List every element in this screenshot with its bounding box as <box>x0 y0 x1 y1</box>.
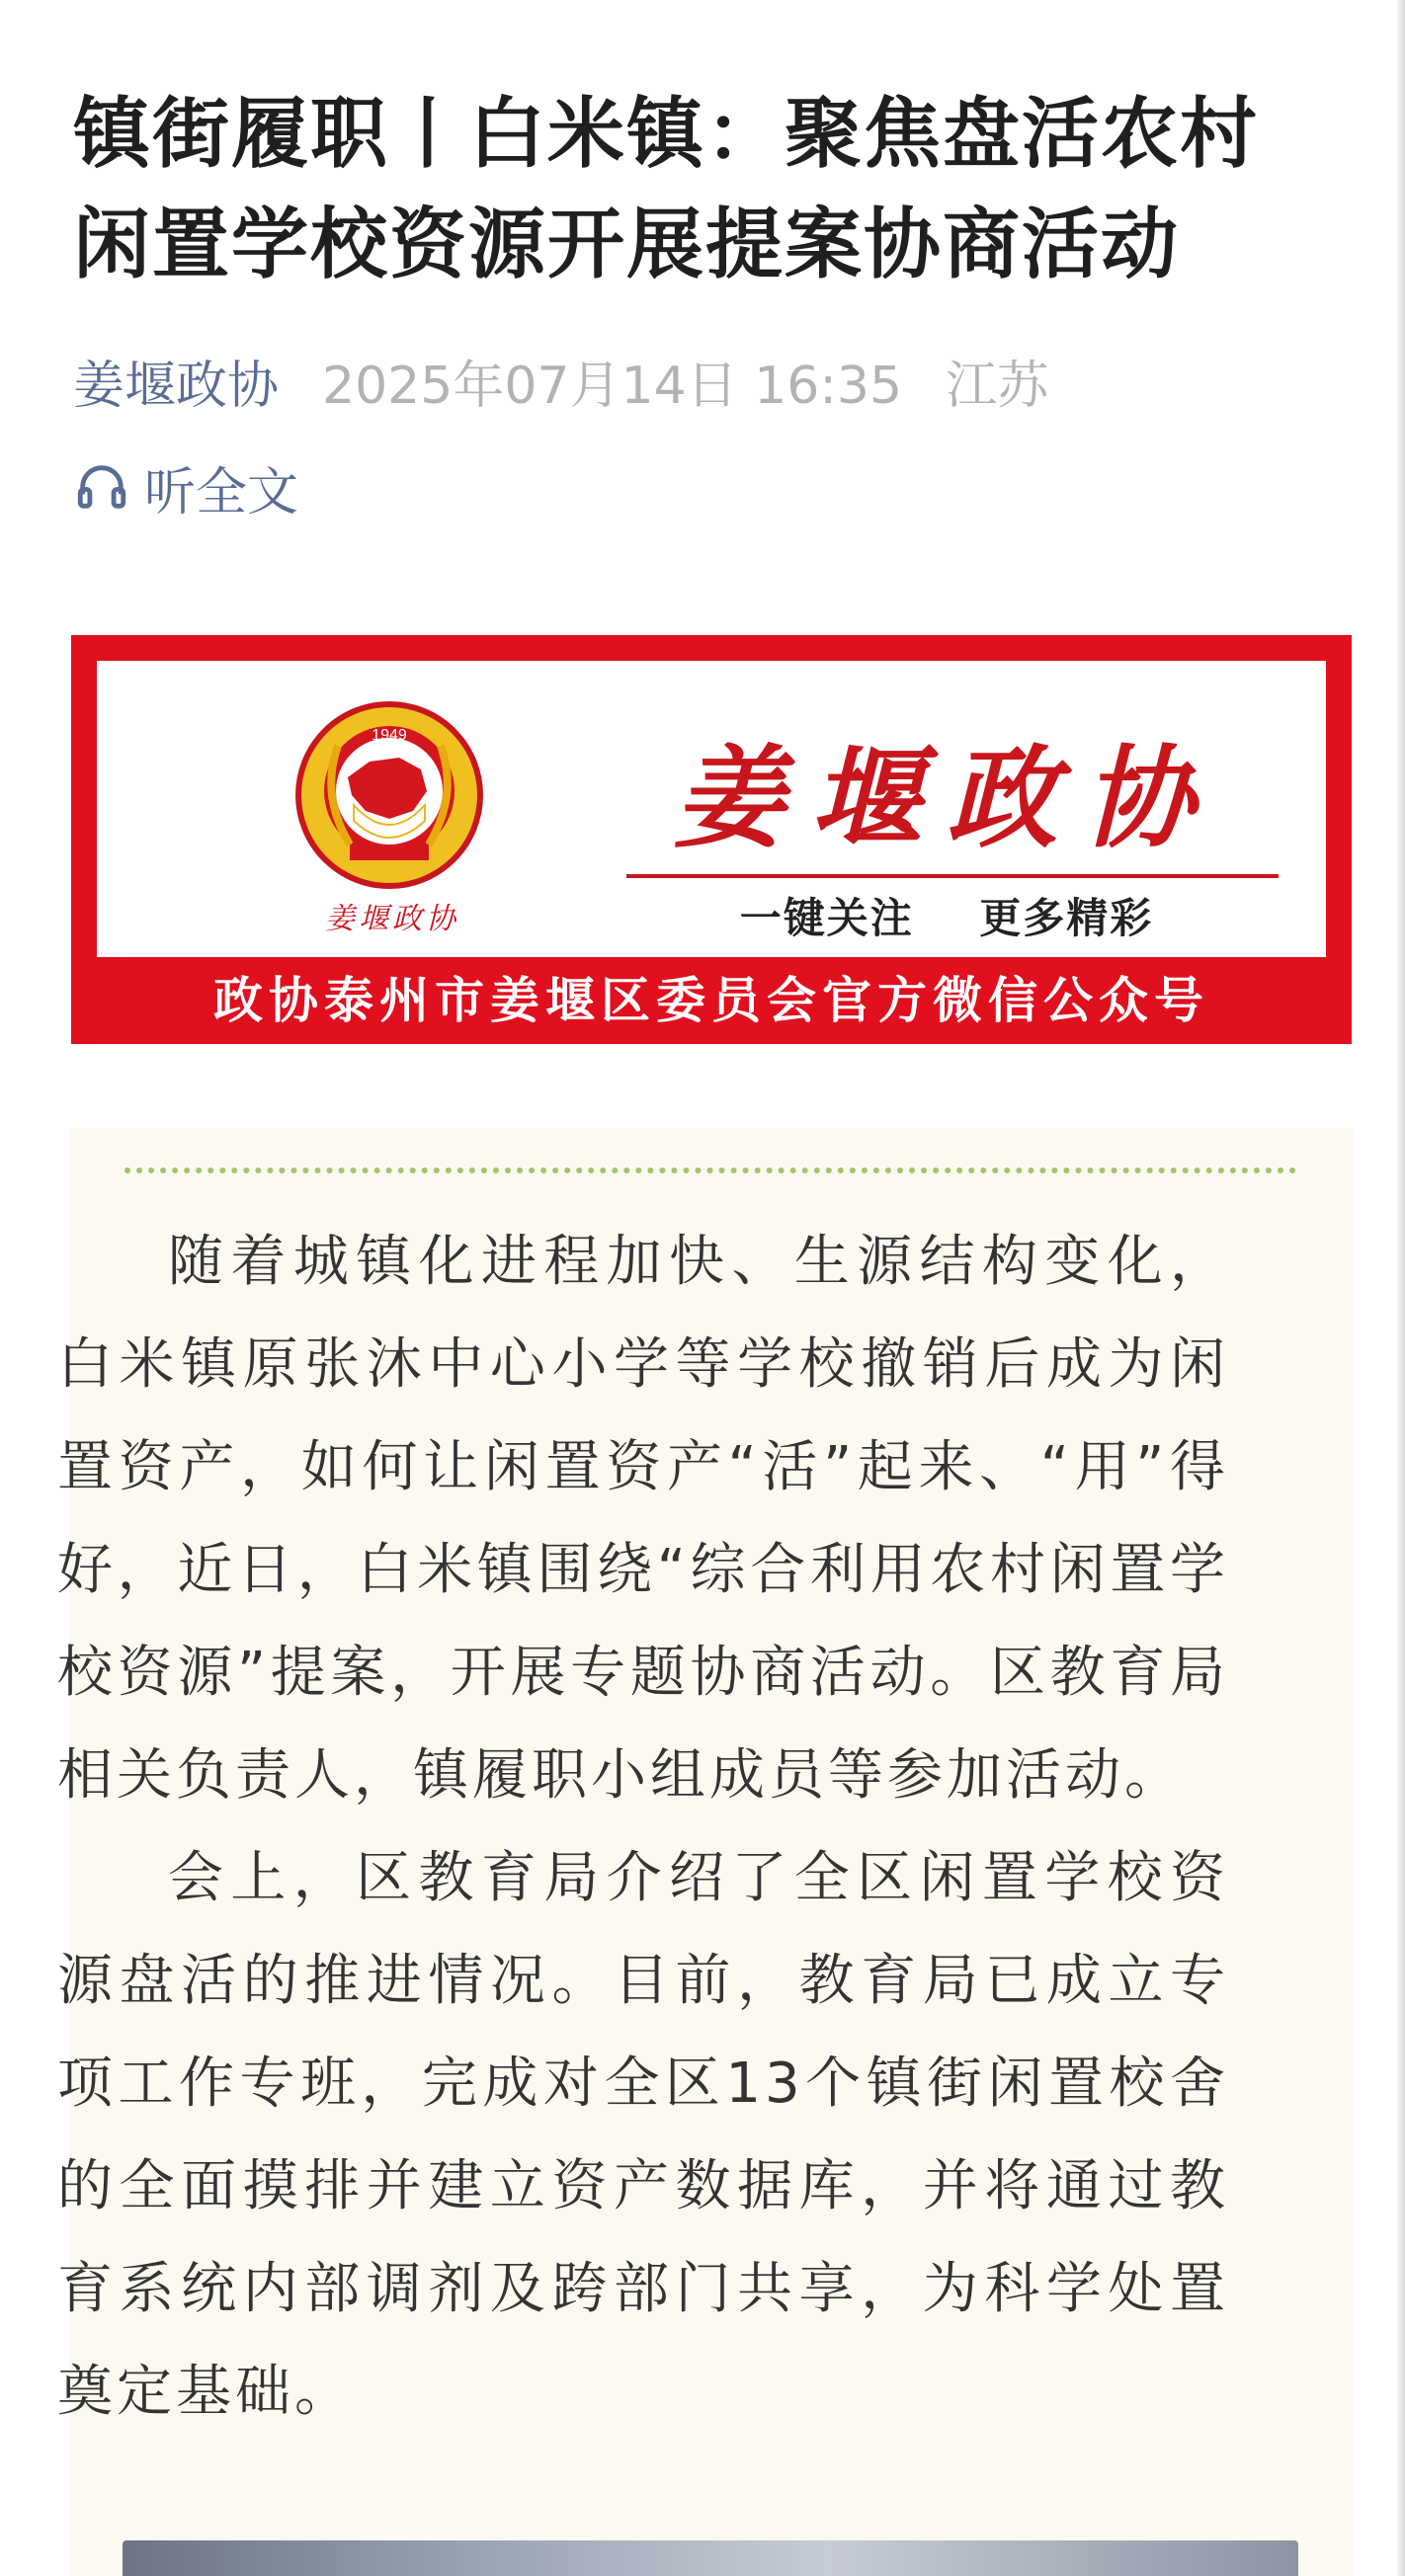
banner-white-panel <box>97 661 1326 957</box>
cppcc-emblem-icon <box>290 696 488 894</box>
account-banner-image[interactable] <box>71 635 1352 1044</box>
banner-divider <box>626 874 1279 878</box>
listen-label: 听全文 <box>144 462 299 523</box>
article-title: 镇街履职丨白米镇：聚焦盘活农村闲置学校资源开展提案协商活动 <box>73 90 1260 289</box>
banner-slogan: 一键关注 更多精彩 <box>739 894 1154 942</box>
headphone-icon <box>73 458 130 516</box>
dotted-divider <box>124 1167 1296 1173</box>
scroll-edge <box>1397 0 1405 2576</box>
publish-date: 2025年07月14日 16:35 <box>322 356 903 416</box>
account-name-link[interactable]: 姜堰政协 <box>73 356 280 416</box>
listen-full-text-button[interactable] <box>73 452 298 522</box>
article-meta <box>73 346 1048 415</box>
emblem-year: 1949 <box>372 727 407 744</box>
banner-caption: 政协泰州市姜堰区委员会官方微信公众号 <box>213 972 1209 1029</box>
emblem-caption: 姜堰政协 <box>325 902 459 936</box>
banner-brand-name: 姜堰政协 <box>674 734 1219 863</box>
article-photo[interactable] <box>123 2540 1298 2576</box>
body-paragraph: 会上，区教育局介绍了全区闲置学校资源盘活的推进情况。目前，教育局已成立专项工作专班，完成对全区13个镇街闲置校舍的全面摸排并建立资产数据库，并将通过教育系统内部调剂及跨部门共享，为科学处置奠定基础。 <box>57 1846 1229 2424</box>
body-paragraph: 随着城镇化进程加快、生源结构变化，白米镇原张沐中心小学等学校撤销后成为闲置资产，如何让闲置资产“活”起来、“用”得好，近日，白米镇围绕“综合利用农村闲置学校资源”提案，开展专题协商活动。区教育局相关负责人，镇履职小组成员等参加活动。 <box>57 1230 1230 1808</box>
publish-region: 江苏 <box>946 356 1049 416</box>
